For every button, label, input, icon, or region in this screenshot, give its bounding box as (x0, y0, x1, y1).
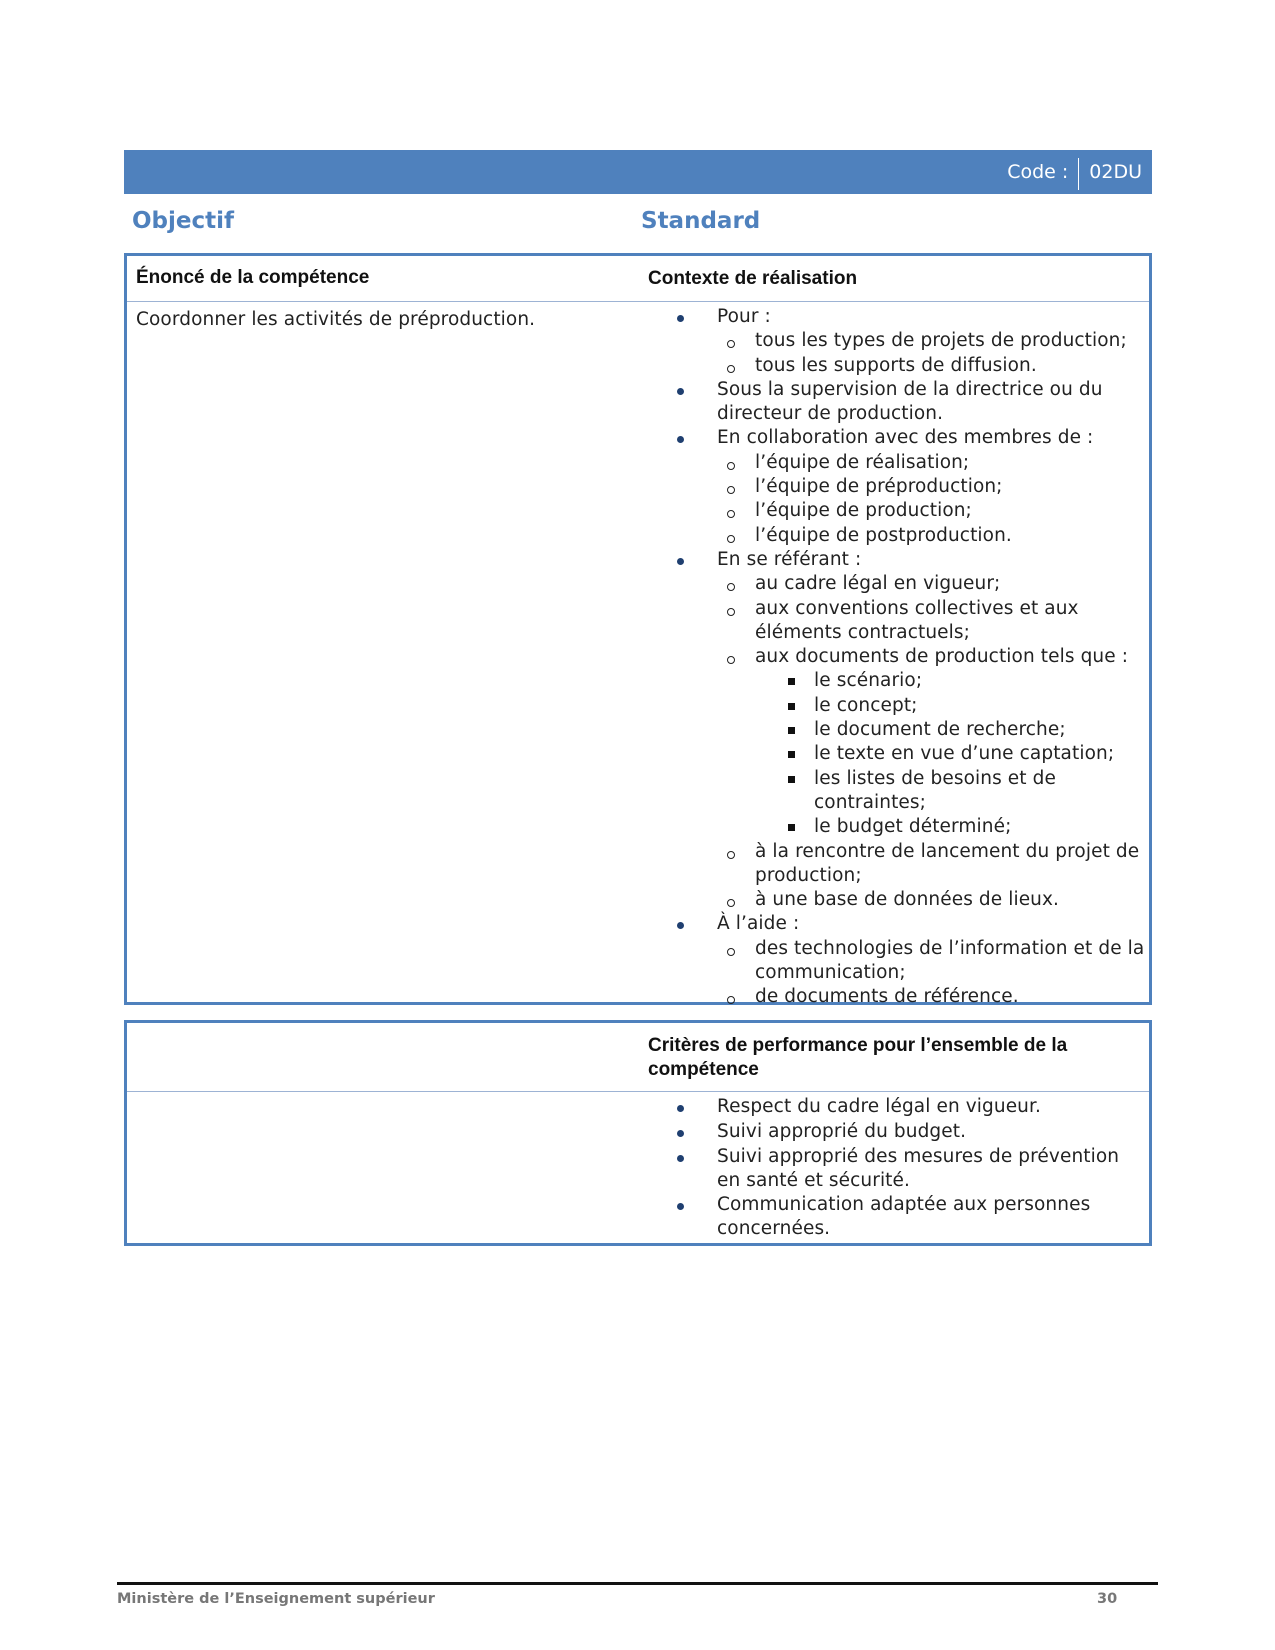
list-item (648, 305, 1148, 378)
list-item-text: tous les types de projets de production; (755, 330, 1127, 352)
list-item (717, 354, 1148, 378)
list-item-text: Pour : (717, 306, 771, 327)
circle-bullet-icon (727, 656, 735, 664)
list-item-text: tous les supports de diffusion. (755, 354, 1037, 376)
criteria-item-text: Respect du cadre légal en vigueur. (717, 1096, 1041, 1117)
criteria-table (124, 1020, 1152, 1246)
list-item (717, 451, 1148, 475)
heading-objectif: Objectif (132, 208, 235, 234)
circle-bullet-icon (727, 583, 735, 591)
criteria-header: Critères de performance pour l’ensemble de la compétence (648, 1035, 1068, 1080)
criteria-item-text: Suivi approprié du budget. (717, 1121, 967, 1143)
sub-list (755, 669, 1148, 839)
circle-bullet-icon (727, 340, 735, 348)
list-item (717, 645, 1148, 839)
list-item (648, 912, 1148, 1009)
circle-bullet-icon (727, 535, 735, 543)
square-bullet-icon (788, 703, 795, 710)
criteria-item (648, 1193, 1148, 1242)
criteria-item (648, 1120, 1148, 1144)
list-item (717, 572, 1148, 596)
bullet-icon (677, 315, 684, 322)
list-item-text: le document de recherche; (814, 719, 1066, 741)
circle-bullet-icon (727, 948, 735, 956)
list-item-text: les listes de besoins et de contraintes; (814, 767, 1056, 813)
code-value: 02DU (1089, 161, 1142, 183)
list-item-text: le concept; (814, 694, 918, 716)
circle-bullet-icon (727, 851, 735, 859)
context-list-wrap (648, 305, 1148, 1010)
code-label: Code : (1007, 161, 1069, 183)
circle-bullet-icon (727, 996, 735, 1004)
list-item (755, 669, 1148, 693)
list-item (717, 524, 1148, 548)
list-item-text: le texte en vue d’une captation; (814, 743, 1115, 765)
list-item (717, 985, 1148, 1009)
circle-bullet-icon (727, 486, 735, 494)
list-item (717, 329, 1148, 353)
list-item-text: l’équipe de production; (755, 500, 972, 522)
statement-header: Énoncé de la compétence (136, 267, 370, 288)
bullet-icon (677, 1105, 684, 1112)
criteria-list (648, 1095, 1148, 1242)
list-item (755, 767, 1148, 816)
bullet-icon (677, 388, 684, 395)
circle-bullet-icon (727, 365, 735, 373)
footer-rule (117, 1582, 1158, 1585)
list-item (717, 475, 1148, 499)
list-item (755, 718, 1148, 742)
list-item (755, 694, 1148, 718)
bullet-icon (677, 1203, 684, 1210)
criteria-table-header (127, 1023, 1149, 1092)
list-item-text: l’équipe de postproduction. (755, 524, 1012, 546)
list-item (717, 888, 1148, 912)
sub-list (717, 451, 1148, 548)
list-item (717, 840, 1148, 889)
list-item-text: le scénario; (814, 670, 923, 692)
criteria-item-text: Suivi approprié des mesures de prévention en santé et sécurité. (717, 1145, 1120, 1191)
circle-bullet-icon (727, 608, 735, 616)
sub-list (717, 937, 1148, 1010)
sub-list (717, 572, 1148, 912)
competence-table (124, 253, 1152, 1008)
bullet-icon (677, 558, 684, 565)
criteria-item-text: Communication adaptée aux personnes concernées. (717, 1194, 1091, 1240)
criteria-item (648, 1145, 1148, 1194)
list-item-text: En se référant : (717, 548, 862, 570)
list-item-text: le budget déterminé; (814, 816, 1012, 838)
list-item-text: aux conventions collectives et aux éléments contractuels; (755, 597, 1079, 643)
competence-table-header (127, 256, 1149, 302)
list-item-text: l’équipe de préproduction; (755, 476, 1003, 498)
list-item-text: l’équipe de réalisation; (755, 451, 970, 473)
sub-list (717, 329, 1148, 378)
heading-standard: Standard (641, 208, 761, 234)
list-item-text: à la rencontre de lancement du projet de production; (755, 840, 1140, 886)
competence-statement: Coordonner les activités de préproduction. (136, 309, 536, 330)
list-item-text: À l’aide : (717, 913, 800, 935)
square-bullet-icon (788, 776, 795, 783)
square-bullet-icon (788, 824, 795, 831)
list-item (717, 937, 1148, 986)
list-item (717, 597, 1148, 646)
list-item-text: au cadre légal en vigueur; (755, 573, 1001, 595)
circle-bullet-icon (727, 899, 735, 907)
square-bullet-icon (788, 727, 795, 734)
bullet-icon (677, 436, 684, 443)
circle-bullet-icon (727, 462, 735, 470)
footer-ministry: Ministère de l’Enseignement supérieur (117, 1591, 435, 1607)
list-item (648, 426, 1148, 547)
criteria-item (648, 1095, 1148, 1119)
footer-page-number: 30 (1097, 1591, 1118, 1607)
square-bullet-icon (788, 678, 795, 685)
list-item (755, 815, 1148, 839)
list-item (648, 378, 1148, 427)
code-bar (124, 150, 1152, 194)
list-item-text: de documents de référence. (755, 986, 1019, 1008)
list-item (717, 499, 1148, 523)
list-item (648, 548, 1148, 912)
bullet-icon (677, 1130, 684, 1137)
context-list (648, 305, 1148, 1010)
bullet-icon (677, 1155, 684, 1162)
list-item-text: des technologies de l’information et de la communication; (755, 937, 1145, 984)
square-bullet-icon (788, 751, 795, 758)
list-item-text: Sous la supervision de la directrice ou du directeur de production. (717, 378, 1103, 425)
bullet-icon (677, 922, 684, 929)
criteria-list-wrap (648, 1095, 1148, 1242)
context-header: Contexte de réalisation (648, 268, 858, 289)
circle-bullet-icon (727, 510, 735, 518)
list-item-text: aux documents de production tels que : (755, 646, 1129, 668)
list-item-text: à une base de données de lieux. (755, 889, 1060, 911)
list-item-text: En collaboration avec des membres de : (717, 427, 1094, 449)
list-item (755, 742, 1148, 766)
